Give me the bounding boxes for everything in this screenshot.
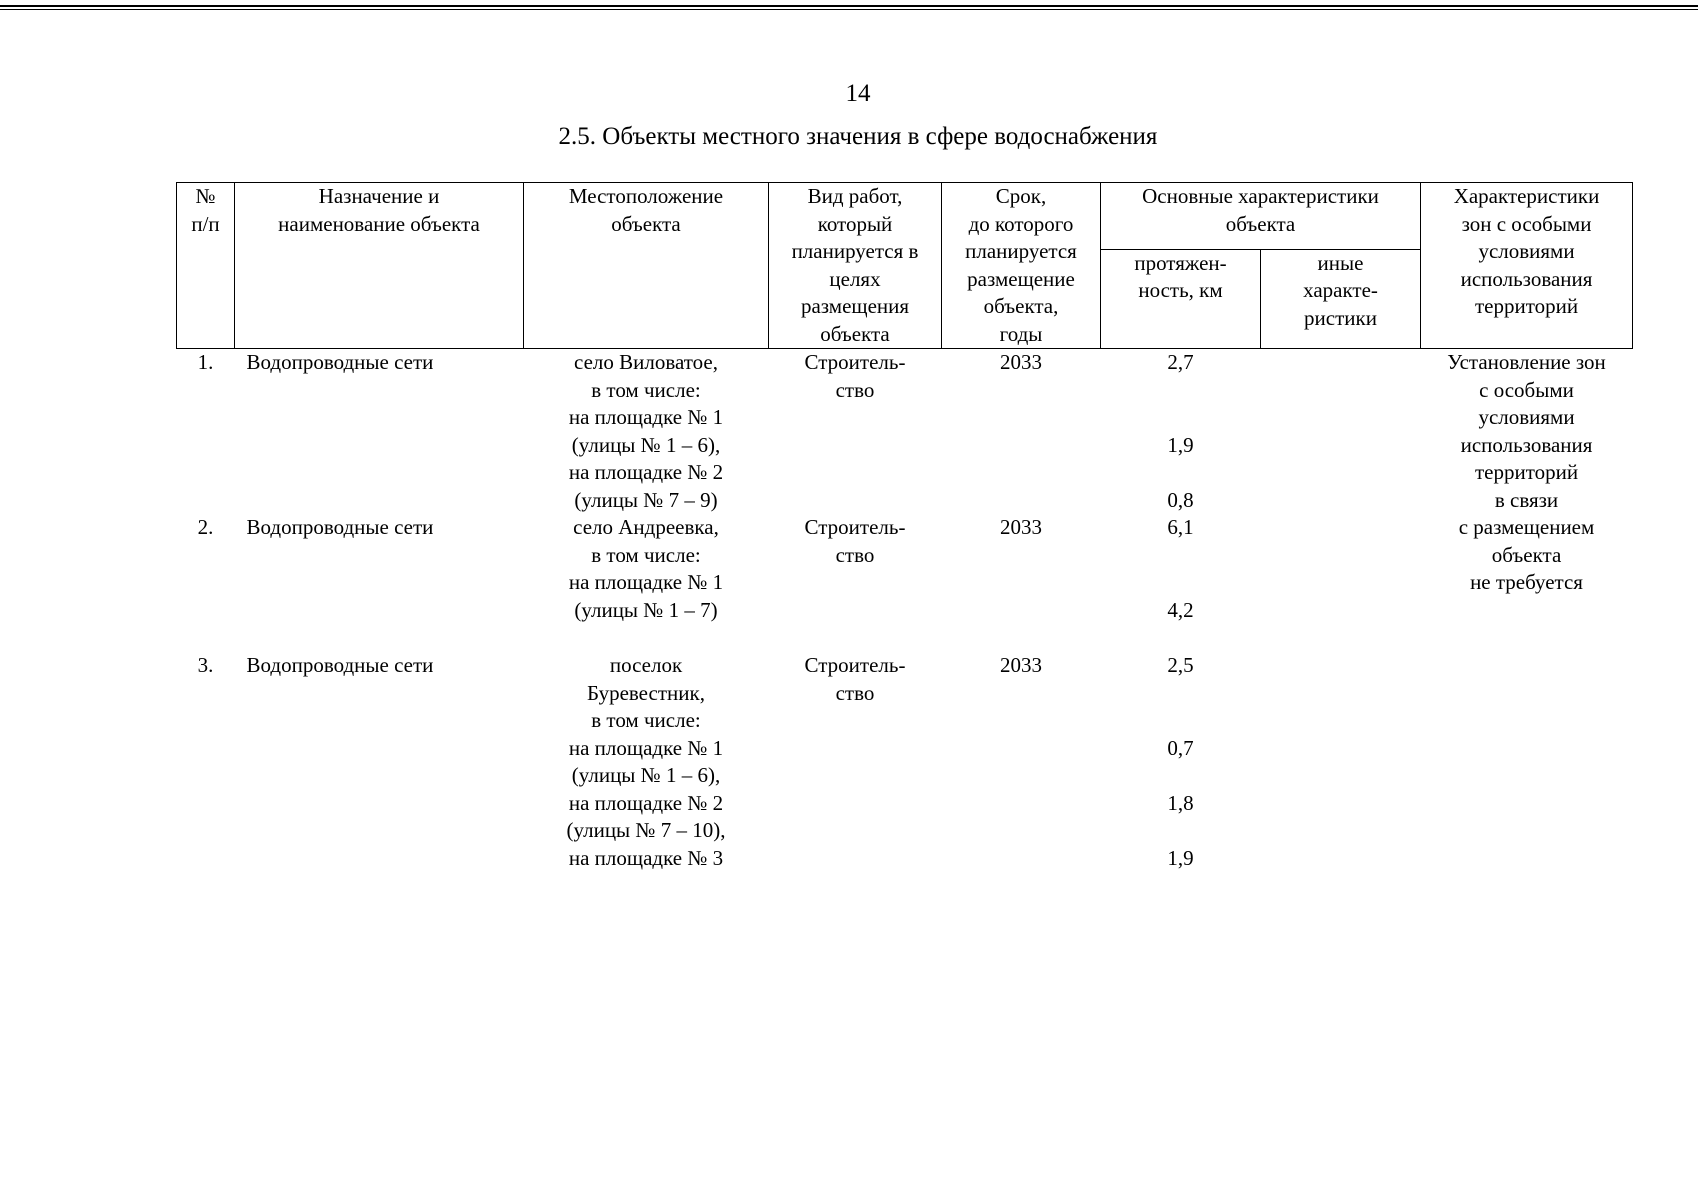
deadline-year: 2033 <box>1000 515 1042 539</box>
object-location: поселок Буревестник, в том числе: на площадке № 1 (улицы № 1 – 6), на площадке № 2 (улицы № 7 – 10), на площадке № 3 <box>566 653 726 870</box>
object-location: село Андреевка, в том числе: на площадке № 1 (улицы № 1 – 7) <box>568 515 724 622</box>
header-deadline: Срок, до которого планируется размещение объекта, годы <box>942 183 1101 349</box>
work-type: Строитель- ство <box>804 350 906 402</box>
other-characteristics <box>1261 514 1421 624</box>
length-km: 6,1 4,2 <box>1167 515 1194 622</box>
deadline-year: 2033 <box>1000 653 1042 677</box>
header-length: протяжен- ность, км <box>1101 249 1261 348</box>
top-rule-second <box>0 9 1698 10</box>
object-name: Водопроводные сети <box>246 653 434 677</box>
row-number: 2. <box>197 515 214 539</box>
header-location: Местоположение объекта <box>524 183 769 349</box>
header-main-characteristics: Основные характеристики объекта <box>1101 183 1421 250</box>
work-type: Строитель- ство <box>804 515 906 567</box>
top-rule <box>0 5 1698 7</box>
table-row <box>177 514 1633 624</box>
row-gap <box>177 624 1633 652</box>
deadline-year: 2033 <box>1000 350 1042 374</box>
work-type: Строитель- ство <box>804 653 906 705</box>
other-characteristics <box>1261 349 1421 515</box>
header-other: иные характе- ристики <box>1261 249 1421 348</box>
header-name: Назначение и наименование объекта <box>235 183 524 349</box>
header-zones: Характеристики зон с особыми условиями использования территорий <box>1421 183 1633 349</box>
table-row <box>177 652 1633 872</box>
water-objects-table <box>176 182 1633 872</box>
row-number: 3. <box>197 653 214 677</box>
object-name: Водопроводные сети <box>246 350 434 374</box>
other-characteristics <box>1261 652 1421 872</box>
header-num: № п/п <box>177 183 235 349</box>
length-km: 2,7 1,9 0,8 <box>1167 350 1194 512</box>
object-location: село Виловатое, в том числе: на площадке № 1 (улицы № 1 – 6), на площадке № 2 (улицы № 7 – 9) <box>568 350 724 512</box>
length-km: 2,5 0,7 1,8 1,9 <box>1167 653 1194 870</box>
table-row <box>177 349 1633 515</box>
object-name: Водопроводные сети <box>246 515 434 539</box>
page-title: 2.5. Объекты местного значения в сфере водоснабжения <box>558 123 1158 150</box>
zones-note: Установление зон с особыми условиями использования территорий в связи с размещением объекта не требуется <box>1447 350 1606 594</box>
row-number: 1. <box>197 350 214 374</box>
page-number: 14 <box>845 80 871 107</box>
header-work-type: Вид работ, который планируется в целях размещения объекта <box>769 183 942 349</box>
